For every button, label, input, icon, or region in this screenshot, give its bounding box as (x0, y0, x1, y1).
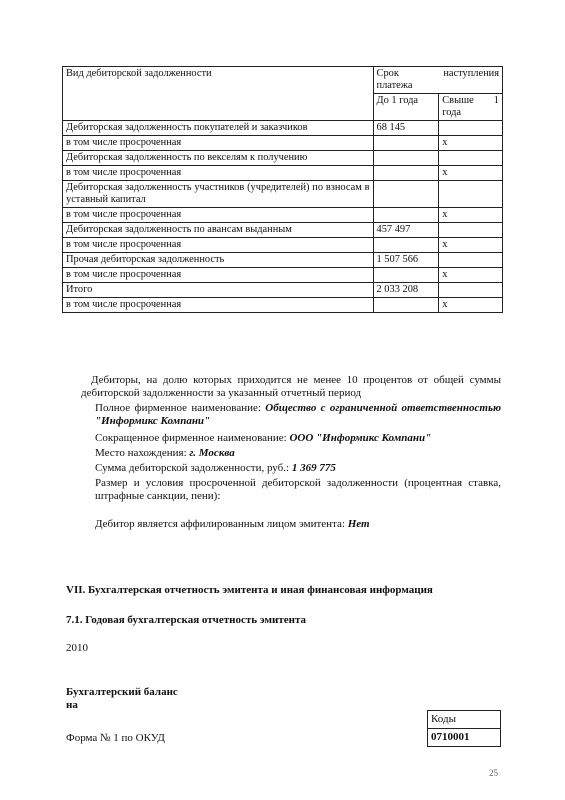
table-row (63, 121, 503, 136)
row-label: в том числе просроченная (63, 298, 374, 313)
sum-label: Сумма дебиторской задолженности, руб.: (95, 462, 290, 474)
section-heading: VII. Бухгалтерская отчетность эмитента и иная финансовая информация (66, 584, 433, 596)
row-value-over-1-year (439, 223, 503, 238)
row-value-over-1-year: х (439, 166, 503, 181)
header-payment-term: Срок наступления платежа (373, 67, 502, 94)
row-label: Дебиторская задолженность участников (учредителей) по взносам в уставный капитал (63, 181, 374, 208)
row-value-over-1-year: х (439, 136, 503, 151)
table-row (63, 268, 503, 283)
row-value-over-1-year (439, 151, 503, 166)
debtor-affiliated (95, 518, 501, 531)
location-label: Место нахождения: (95, 447, 187, 459)
row-value-up-to-1-year (373, 238, 439, 253)
row-value-up-to-1-year (373, 181, 439, 208)
codes-header: Коды (428, 711, 501, 729)
row-value-over-1-year (439, 253, 503, 268)
row-label: в том числе просроченная (63, 268, 374, 283)
row-label: Дебиторская задолженность по авансам выданным (63, 223, 374, 238)
receivables-table (62, 66, 503, 313)
table-row (63, 208, 503, 223)
form-label: Форма № 1 по ОКУД (66, 732, 165, 744)
debtor-location (95, 447, 501, 460)
table-row (63, 181, 503, 208)
row-value-up-to-1-year: 1 507 566 (373, 253, 439, 268)
row-value-up-to-1-year: 2 033 208 (373, 283, 439, 298)
table-row (63, 151, 503, 166)
row-value-up-to-1-year (373, 136, 439, 151)
report-year: 2010 (66, 642, 88, 654)
row-label: в том числе просроченная (63, 136, 374, 151)
balance-title: Бухгалтерский баланс (66, 686, 178, 698)
row-value-over-1-year (439, 181, 503, 208)
header-over-1-year: Свыше 1 года (439, 94, 503, 121)
row-label: Дебиторская задолженность по векселям к получению (63, 151, 374, 166)
debtor-sum (95, 462, 501, 475)
table-row (63, 238, 503, 253)
table-row (63, 136, 503, 151)
short-name-label: Сокращенное фирменное наименование: (95, 432, 287, 444)
overdue-terms: Размер и условия просроченной дебиторской задолженности (процентная ставка, штрафные санкции, пени): (95, 477, 501, 502)
row-value-up-to-1-year (373, 151, 439, 166)
page-number: 25 (489, 768, 498, 778)
table-row (63, 166, 503, 181)
row-value-up-to-1-year (373, 166, 439, 181)
row-value-up-to-1-year (373, 268, 439, 283)
row-value-over-1-year: х (439, 208, 503, 223)
table-row (63, 253, 503, 268)
header-up-to-1-year: До 1 года (373, 94, 439, 121)
table-row (63, 298, 503, 313)
codes-table (427, 710, 501, 747)
header-debt-type: Вид дебиторской задолженности (63, 67, 374, 121)
table-row (63, 223, 503, 238)
row-value-over-1-year (439, 121, 503, 136)
row-label: Прочая дебиторская задолженность (63, 253, 374, 268)
debtors-intro: Дебиторы, на долю которых приходится не менее 10 процентов от общей суммы дебиторской задолженности за указанный отчетный период (81, 374, 501, 399)
row-label: в том числе просроченная (63, 208, 374, 223)
full-name-label: Полное фирменное наименование: (95, 402, 261, 414)
section-subheading: 7.1. Годовая бухгалтерская отчетность эмитента (66, 614, 306, 626)
row-label: в том числе просроченная (63, 166, 374, 181)
row-value-over-1-year: х (439, 268, 503, 283)
row-value-up-to-1-year (373, 208, 439, 223)
debtor-short-name (95, 432, 501, 445)
row-value-up-to-1-year: 457 497 (373, 223, 439, 238)
debtor-full-name (95, 402, 501, 428)
row-label: в том числе просроченная (63, 238, 374, 253)
row-value-up-to-1-year: 68 145 (373, 121, 439, 136)
row-label: Дебиторская задолженность покупателей и заказчиков (63, 121, 374, 136)
affiliated-label: Дебитор является аффилированным лицом эмитента: (95, 518, 345, 530)
row-value-over-1-year (439, 283, 503, 298)
full-name-value: Общество с ограниченной ответственностью "Информикс Компани" (95, 402, 501, 427)
affiliated-value: Нет (347, 518, 370, 530)
short-name-value: ООО "Информикс Компани" (289, 432, 432, 444)
row-value-up-to-1-year (373, 298, 439, 313)
row-value-over-1-year: х (439, 238, 503, 253)
location-value: г. Москва (189, 447, 235, 459)
balance-on: на (66, 699, 78, 711)
table-row (63, 283, 503, 298)
row-value-over-1-year: х (439, 298, 503, 313)
row-label: Итого (63, 283, 374, 298)
codes-value: 0710001 (428, 729, 501, 747)
sum-value: 1 369 775 (291, 462, 336, 474)
